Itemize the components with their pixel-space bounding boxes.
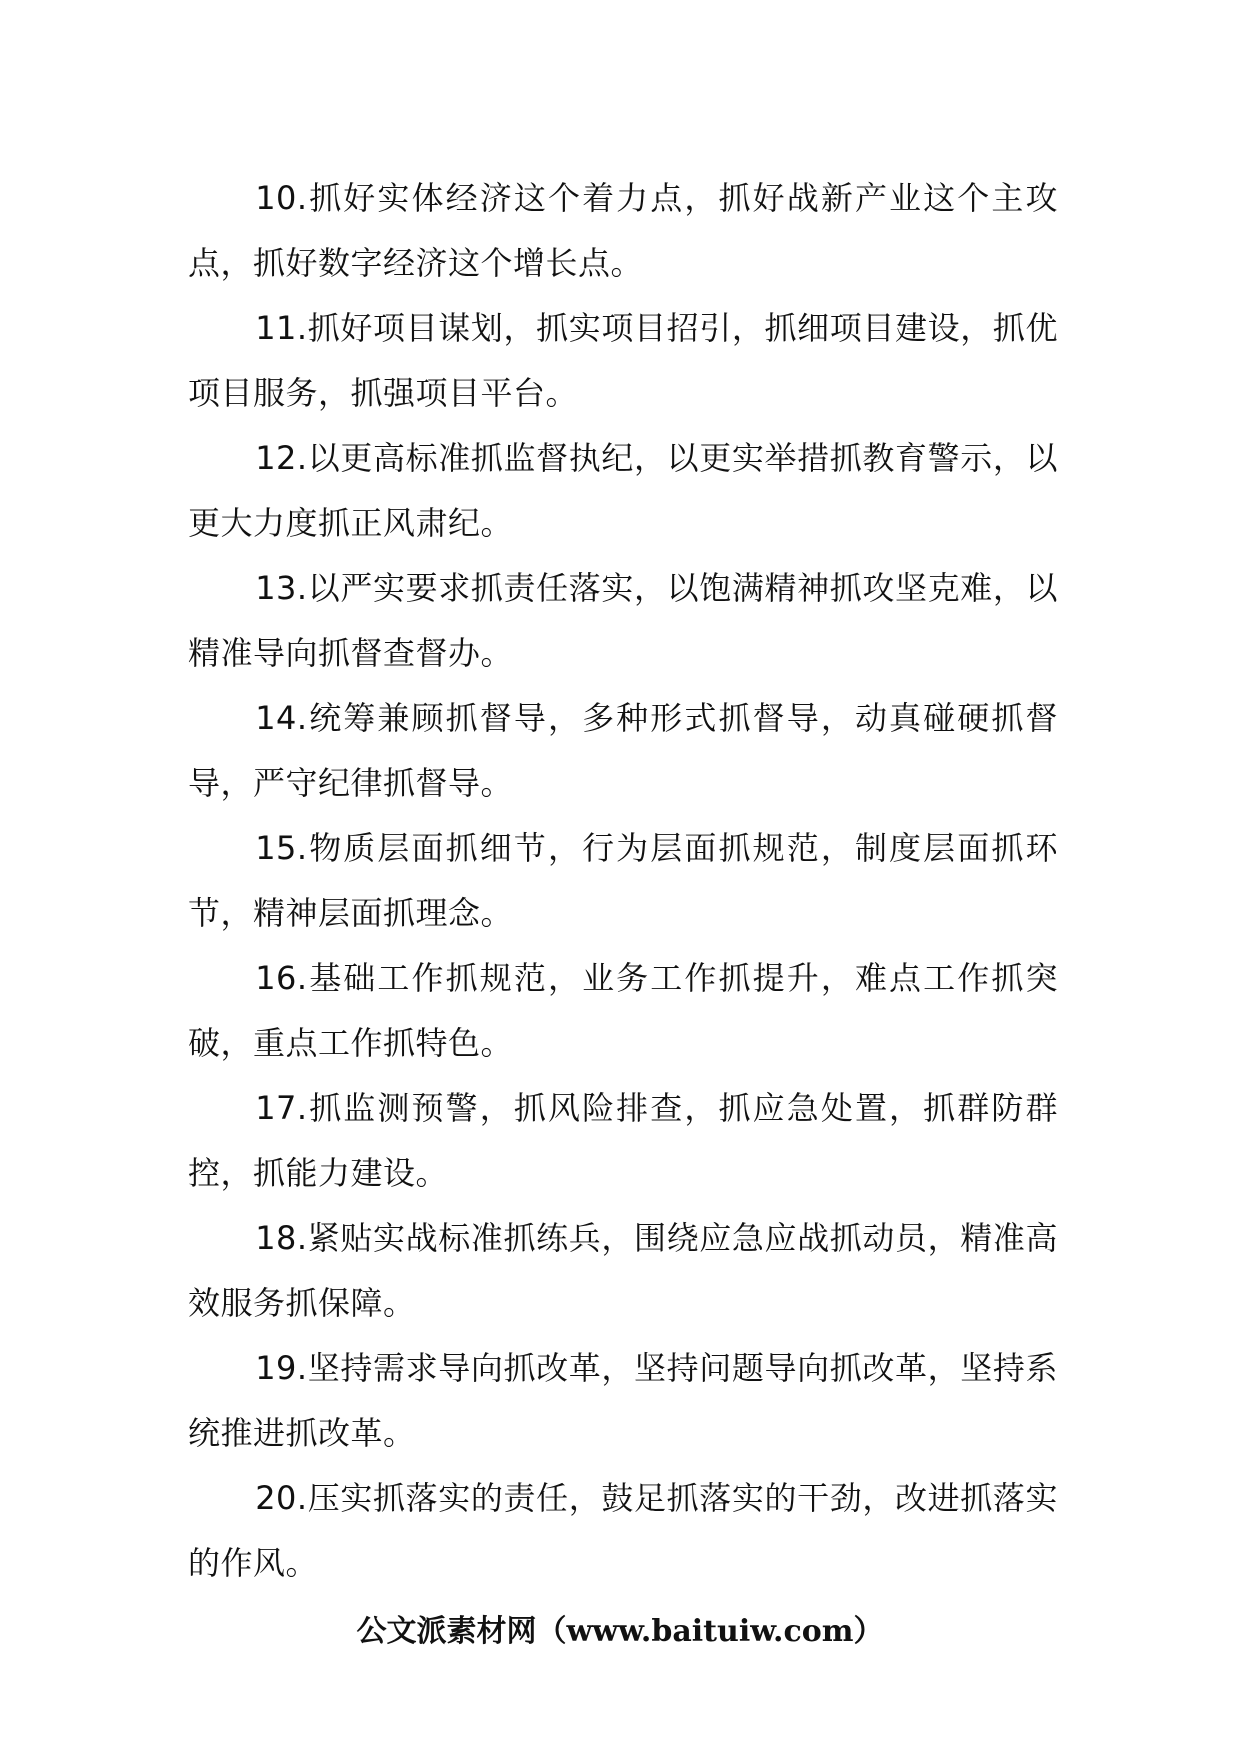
paragraph-13: 13.以严实要求抓责任落实，以饱满精神抓攻坚克难，以精准导向抓督查督办。 [188,569,1058,672]
paragraph-16: 16.基础工作抓规范，业务工作抓提升，难点工作抓突破，重点工作抓特色。 [188,959,1058,1062]
paragraph-18: 18.紧贴实战标准抓练兵，围绕应急应战抓动员，精准高效服务抓保障。 [188,1219,1058,1322]
paragraph-17: 17.抓监测预警，抓风险排查，抓应急处置，抓群防群控，抓能力建设。 [188,1089,1058,1192]
paragraph-10: 10.抓好实体经济这个着力点，抓好战新产业这个主攻点，抓好数字经济这个增长点。 [188,179,1058,282]
document-body [188,166,1058,1596]
paragraph-15: 15.物质层面抓细节，行为层面抓规范，制度层面抓环节，精神层面抓理念。 [188,829,1058,932]
footer-watermark: 公文派素材网（www.baituiw.com） [356,1614,884,1649]
paragraph-14: 14.统筹兼顾抓督导，多种形式抓督导，动真碰硬抓督导，严守纪律抓督导。 [188,699,1058,802]
paragraph-11: 11.抓好项目谋划，抓实项目招引，抓细项目建设，抓优项目服务，抓强项目平台。 [188,309,1058,412]
paragraph-19: 19.坚持需求导向抓改革，坚持问题导向抓改革，坚持系统推进抓改革。 [188,1349,1058,1452]
paragraph-12: 12.以更高标准抓监督执纪，以更实举措抓教育警示，以更大力度抓正风肃纪。 [188,439,1058,542]
paragraph-20: 20.压实抓落实的责任，鼓足抓落实的干劲，改进抓落实的作风。 [188,1479,1058,1582]
